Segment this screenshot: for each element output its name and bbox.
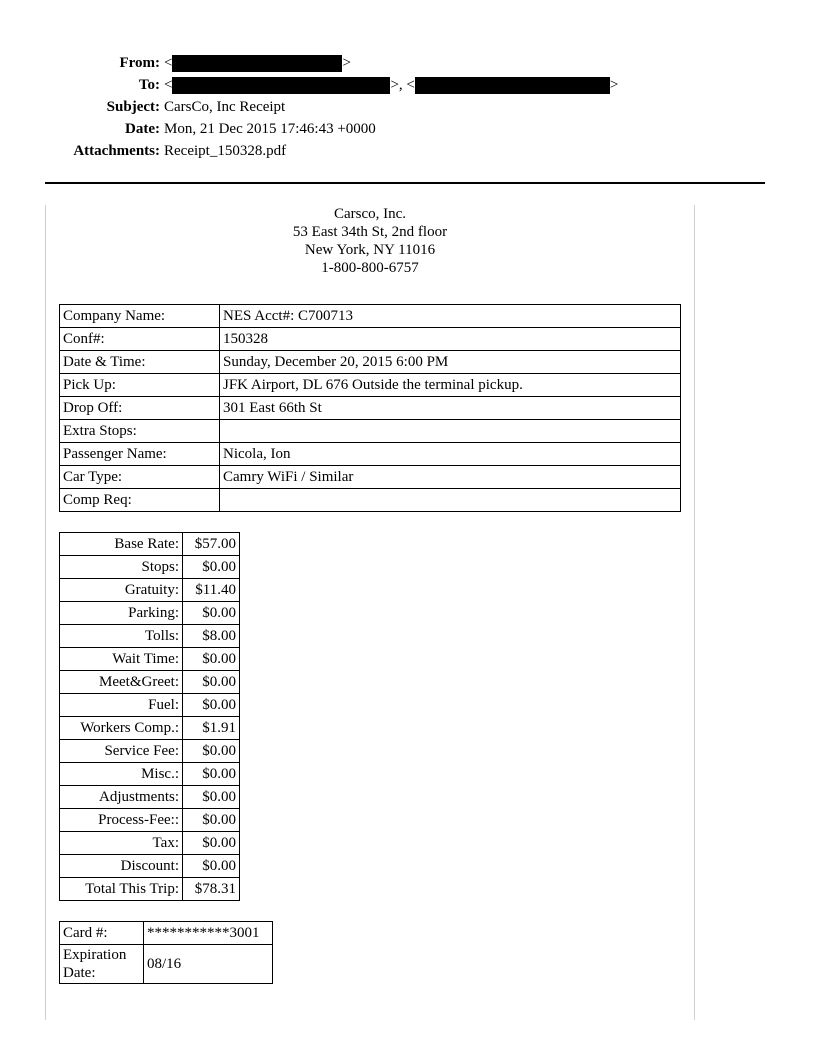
table-row: Tax: $0.00: [60, 832, 240, 855]
table-row: Misc.: $0.00: [60, 763, 240, 786]
redacted-to-address-2: [415, 77, 610, 94]
table-row: Meet&Greet: $0.00: [60, 671, 240, 694]
to-label: To:: [138, 77, 160, 93]
table-row: Base Rate: $57.00: [60, 533, 240, 556]
table-row: Service Fee: $0.00: [60, 740, 240, 763]
table-row: Parking: $0.00: [60, 602, 240, 625]
payment-table: [59, 921, 273, 984]
card-number-value: ***********3001: [144, 922, 273, 945]
expiration-value: 08/16: [144, 945, 273, 984]
card-number-row: [60, 922, 273, 945]
email-header: [0, 52, 800, 162]
company-name: Carsco, Inc.: [333, 206, 407, 222]
table-row: Company Name: NES Acct#: C700713: [60, 305, 681, 328]
redacted-from-address: [172, 55, 342, 72]
attachment-link[interactable]: Receipt_150328.pdf: [164, 143, 287, 159]
receipt-right-border: [694, 205, 695, 1020]
table-row: Date & Time: Sunday, December 20, 2015 6:00 PM: [60, 351, 681, 374]
receipt-left-border: [45, 205, 46, 1020]
date-row: [0, 118, 800, 140]
redacted-to-address-1: [172, 77, 390, 94]
table-row: Comp Req:: [60, 489, 681, 512]
company-address-line-2: New York, NY 11016: [304, 242, 436, 258]
header-divider: [45, 182, 765, 184]
company-address-line-1: 53 East 34th St, 2nd floor: [292, 224, 448, 240]
trip-info-table: [59, 304, 681, 512]
company-phone: 1-800-800-6757: [321, 260, 419, 276]
subject-row: [0, 96, 800, 118]
company-block: [60, 205, 680, 277]
date-label: Date:: [125, 121, 160, 137]
table-row: Drop Off: 301 East 66th St: [60, 397, 681, 420]
table-row: Wait Time: $0.00: [60, 648, 240, 671]
expiration-row: [60, 945, 273, 984]
date-value: Mon, 21 Dec 2015 17:46:43 +0000: [164, 121, 376, 137]
table-row: Fuel: $0.00: [60, 694, 240, 717]
table-row: Passenger Name: Nicola, Ion: [60, 443, 681, 466]
subject-value: CarsCo, Inc Receipt: [164, 99, 286, 115]
subject-label: Subject:: [106, 99, 160, 115]
table-row: Conf#: 150328: [60, 328, 681, 351]
table-row: Discount: $0.00: [60, 855, 240, 878]
card-number-label: Card #:: [60, 922, 144, 945]
table-row: Process-Fee:: $0.00: [60, 809, 240, 832]
table-row: Gratuity: $11.40: [60, 579, 240, 602]
table-row: Car Type: Camry WiFi / Similar: [60, 466, 681, 489]
table-row: Stops: $0.00: [60, 556, 240, 579]
from-label: From:: [119, 55, 160, 71]
charges-table: [59, 532, 240, 901]
table-row: Pick Up: JFK Airport, DL 676 Outside the terminal pickup.: [60, 374, 681, 397]
table-row: Tolls: $8.00: [60, 625, 240, 648]
total-row: Total This Trip: $78.31: [60, 878, 240, 901]
attachments-label: Attachments:: [73, 143, 160, 159]
table-row: Workers Comp.: $1.91: [60, 717, 240, 740]
to-row: To: < >, < >: [0, 74, 800, 96]
table-row: Extra Stops:: [60, 420, 681, 443]
attachments-row: [0, 140, 800, 162]
table-row: Adjustments: $0.00: [60, 786, 240, 809]
from-row: From: < >: [0, 52, 800, 74]
expiration-label: Expiration Date:: [60, 945, 144, 984]
